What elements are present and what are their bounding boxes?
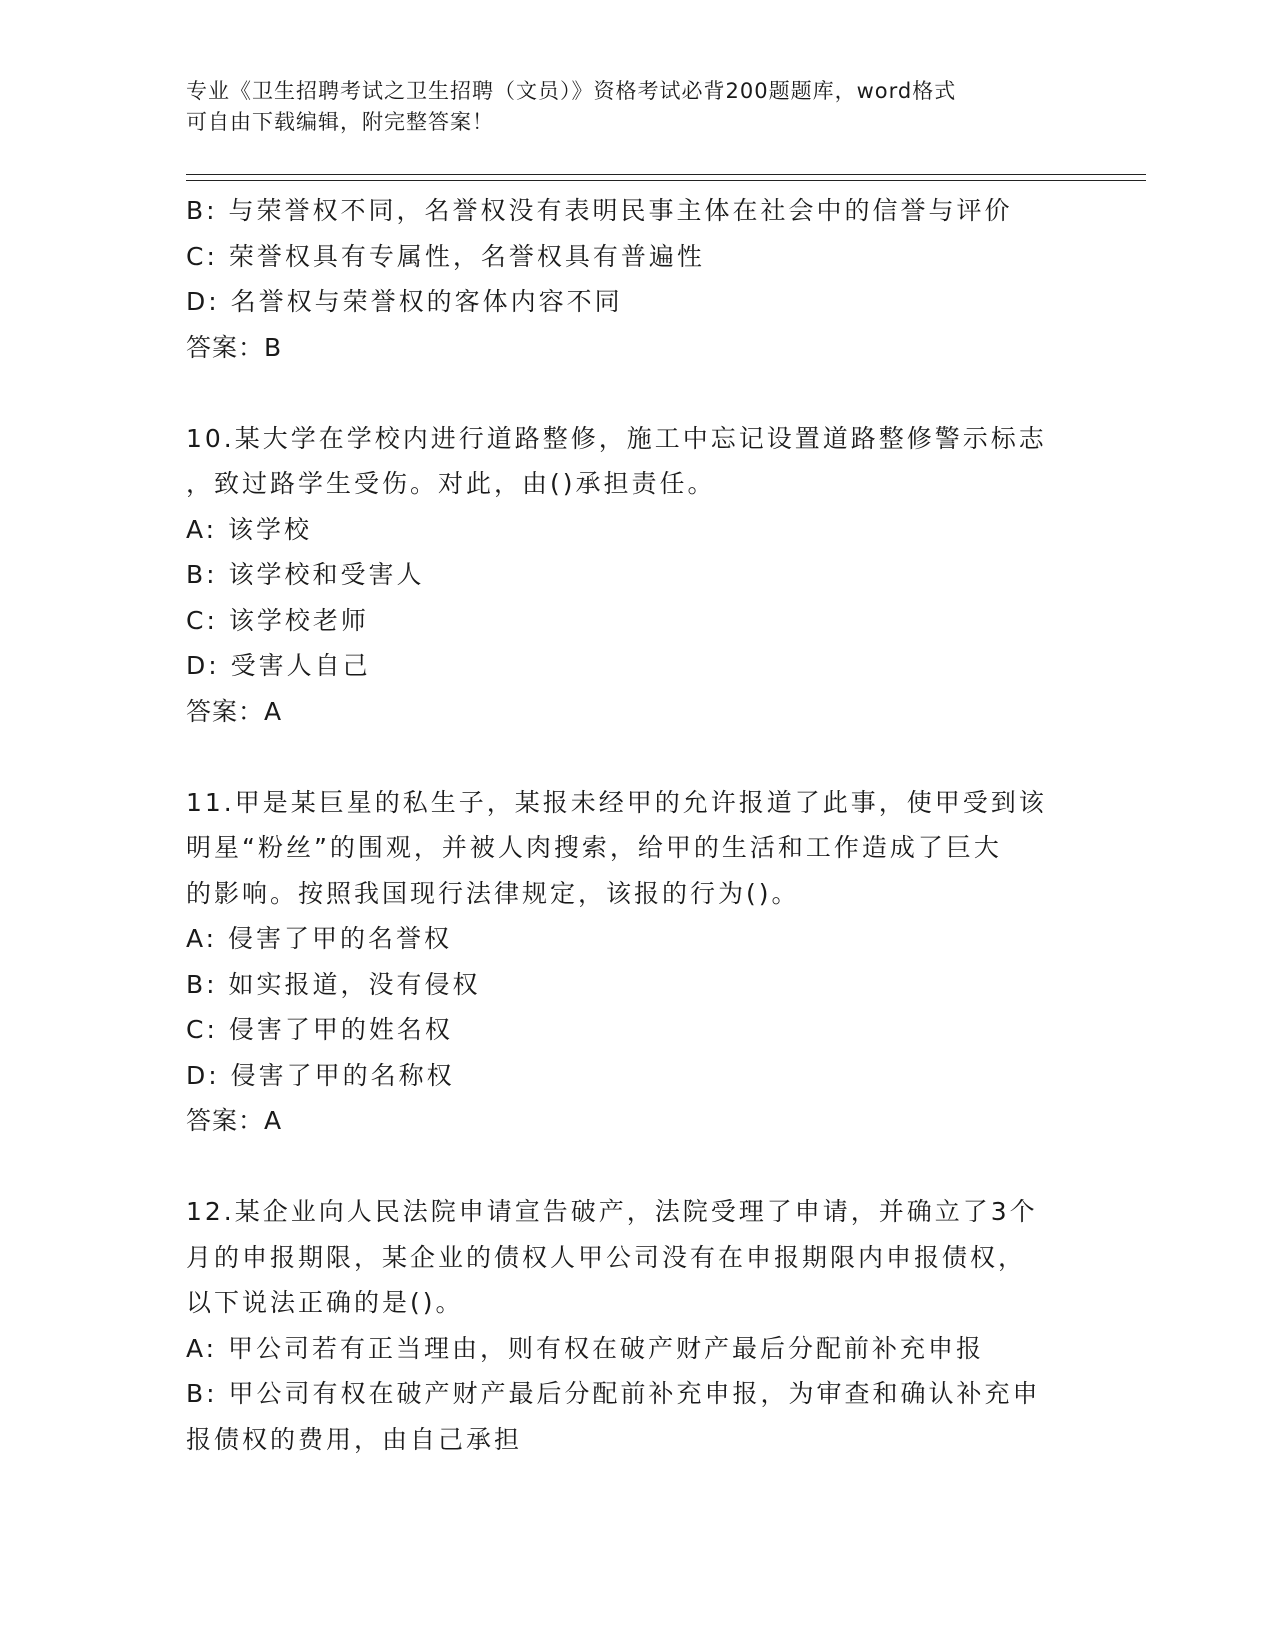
- answer: 答案：A: [186, 1106, 283, 1135]
- spacer: [186, 370, 1086, 416]
- option-a: A: 侵害了甲的名誉权: [186, 924, 453, 953]
- spacer: [186, 1144, 1086, 1190]
- option-b: B: 该学校和受害人: [186, 560, 425, 589]
- question-12: [186, 1189, 1086, 1462]
- option-c: C: 侵害了甲的姓名权: [186, 1015, 453, 1044]
- document-header: [186, 76, 1086, 138]
- answer: 答案：A: [186, 696, 283, 726]
- option-a: A: 该学校: [186, 514, 313, 544]
- question-content: [186, 188, 1086, 1462]
- header-line-2: 可自由下载编辑，附完整答案！: [186, 110, 494, 134]
- question-stem-line: 明星“粉丝”的围观，并被人肉搜索，给甲的生活和工作造成了巨大: [186, 833, 1002, 862]
- answer: 答案：B: [186, 332, 283, 362]
- question-10: [186, 416, 1086, 735]
- header-line-1: 专业《卫生招聘考试之卫生招聘（文员）》资格考试必背200题题库，word格式: [186, 79, 957, 103]
- option-a: A: 甲公司若有正当理由，则有权在破产财产最后分配前补充申报: [186, 1333, 985, 1363]
- spacer: [186, 734, 1086, 780]
- question-stem-line: 以下说法正确的是()。: [186, 1288, 464, 1317]
- option-d: D: 受害人自己: [186, 651, 371, 680]
- question-stem-line: 12.某企业向人民法院申请宣告破产，法院受理了申请，并确立了3个: [186, 1197, 1038, 1226]
- question-stem-line: 月的申报期限，某企业的债权人甲公司没有在申报期限内申报债权，: [186, 1242, 1027, 1272]
- question-11: [186, 780, 1086, 1144]
- option-b: B: 甲公司有权在破产财产最后分配前补充申报，为审查和确认补充申: [186, 1379, 1041, 1408]
- question-stem-line: ，致过路学生受伤。对此，由()承担责任。: [186, 469, 716, 498]
- option-d: D: 侵害了甲的名称权: [186, 1060, 455, 1090]
- header-divider-bottom: [186, 180, 1146, 181]
- option-b-continued: 报债权的费用，由自己承担: [186, 1424, 523, 1454]
- question-stem-line: 11.甲是某巨星的私生子，某报未经甲的允许报道了此事，使甲受到该: [186, 787, 1047, 817]
- option-c: C: 该学校老师: [186, 605, 369, 635]
- header-divider-top: [186, 174, 1146, 175]
- option-b: B: 与荣誉权不同，名誉权没有表明民事主体在社会中的信誉与评价: [186, 196, 1013, 225]
- question-stem-line: 10.某大学在学校内进行道路整修，施工中忘记设置道路整修警示标志: [186, 423, 1047, 453]
- question-9: [186, 188, 1086, 370]
- option-d: D: 名誉权与荣誉权的客体内容不同: [186, 287, 623, 316]
- option-b: B: 如实报道，没有侵权: [186, 969, 481, 999]
- question-stem-line: 的影响。按照我国现行法律规定，该报的行为()。: [186, 878, 800, 908]
- option-c: C: 荣誉权具有专属性，名誉权具有普遍性: [186, 241, 705, 271]
